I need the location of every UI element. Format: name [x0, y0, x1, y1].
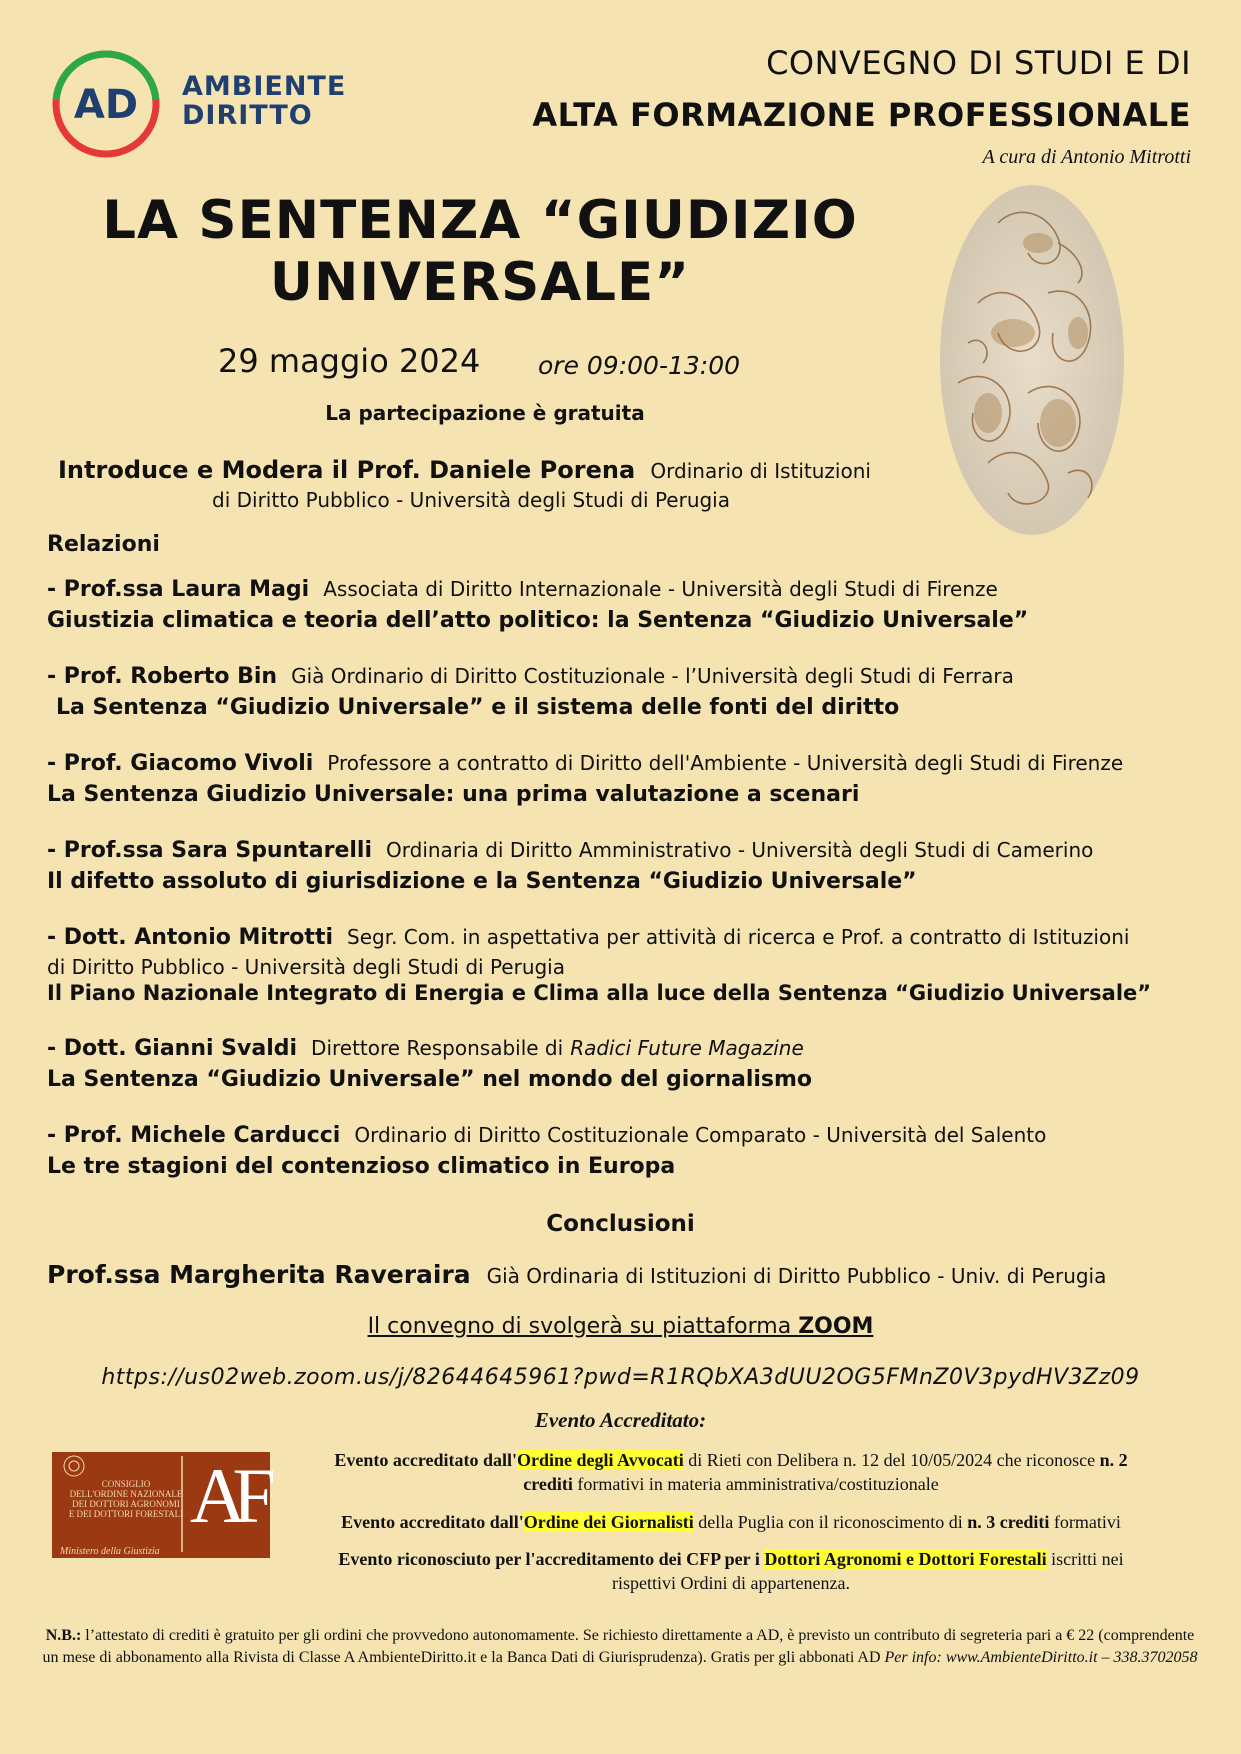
speaker-name: - Prof. Roberto Bin — [47, 664, 278, 689]
zoom-link[interactable]: https://us02web.zoom.us/j/82644645961?pwd=R1RQbXA3dUU2OG5FMnZ0V3pydHV3Zz09 — [101, 1365, 1140, 1390]
speaker-topic: Le tre stagioni del contenzioso climatico in Europa — [47, 1154, 676, 1179]
speaker-name: - Dott. Antonio Mitrotti — [47, 925, 333, 950]
free-participation: La partecipazione è gratuita — [325, 401, 645, 425]
speaker-line — [47, 664, 1014, 689]
footer-note — [40, 1625, 1200, 1669]
speaker-name: - Dott. Gianni Svaldi — [47, 1036, 298, 1061]
speaker-name: - Prof.ssa Sara Spuntarelli — [47, 838, 373, 863]
speaker-topic: Il Piano Nazionale Integrato di Energia e Clima alla luce della Sentenza “Giudizio Universale” — [47, 981, 1152, 1005]
accr-detail: di Rieti con Delibera n. 12 del 10/05/2024 che riconosce — [683, 1450, 1100, 1470]
speaker-role-cont — [47, 955, 565, 980]
conclusioni-line — [47, 1260, 1106, 1289]
speaker-name: - Prof. Giacomo Vivoli — [47, 751, 314, 776]
event-date: 29 maggio 2024 — [218, 342, 481, 380]
logo-initials: AD — [73, 82, 139, 128]
speaker-line — [47, 577, 998, 602]
event-time: ore 09:00-13:00 — [538, 351, 741, 380]
accr-post: formativi in materia amministrativa/costituzionale — [572, 1474, 939, 1494]
speaker-role: Già Ordinario di Diritto Costituzionale - l’Università degli Studi di Ferrara — [291, 664, 1014, 688]
dottori-agronomi: Dottori Agronomi e Dottori Forestali — [764, 1549, 1047, 1569]
speaker-role: Professore a contratto di Diritto dell'Ambiente - Università degli Studi di Firenze — [327, 751, 1124, 775]
accr-detail: della Puglia con il riconoscimento di — [693, 1512, 968, 1532]
ordine-avvocati: Ordine degli Avvocati — [517, 1450, 684, 1470]
speaker-role: Ordinaria di Diritto Amministrativo - Università degli Studi di Camerino — [386, 838, 1094, 862]
note-text: l’attestato di crediti è gratuito per gli ordini che provvedono autonomamente. Se richiesto direttamente a AD, è previsto un contributo di segreteria pari a € 22 (comprendente un mese di abbonamento alla Rivista di Classe A AmbienteDiritto.it e la Banca Dati di Giurisprudenza). Gratis per gli abbonati AD — [42, 1627, 1195, 1666]
accr-prefix: Evento accreditato dall' — [334, 1450, 518, 1470]
speaker-line — [47, 925, 1129, 950]
badge-line1: CONSIGLIO — [101, 1479, 151, 1489]
header-line1: CONVEGNO DI STUDI E DI — [766, 44, 1191, 82]
speaker-line — [47, 1036, 804, 1061]
note-label: N.B.: — [45, 1627, 82, 1644]
event-title-line1: LA SENTENZA “GIUDIZIO — [102, 190, 858, 251]
accreditation-giornalisti — [266, 1510, 1196, 1534]
magazine-name: Radici Future Magazine — [570, 1036, 804, 1060]
speaker-line — [47, 838, 1093, 863]
accr-post: iscritti nei — [1046, 1549, 1124, 1569]
speaker-line — [47, 1123, 1046, 1148]
header-line2: ALTA FORMAZIONE PROFESSIONALE — [532, 96, 1191, 134]
speaker-line — [47, 751, 1123, 776]
speaker-topic: La Sentenza Giudizio Universale: una prima valutazione a scenari — [47, 782, 860, 807]
conclusioni-name: Prof.ssa Margherita Raveraira — [47, 1260, 471, 1289]
accr-credits-word: crediti — [523, 1474, 573, 1494]
speaker-role: Associata di Diritto Internazionale - Università degli Studi di Firenze — [323, 577, 998, 601]
speaker-topic: Il difetto assoluto di giurisdizione e la Sentenza “Giudizio Universale” — [47, 869, 917, 894]
badge-mark: AF — [190, 1452, 262, 1539]
speaker-role: Segr. Com. in aspettativa per attività di ricerca e Prof. a contratto di Istituzioni — [347, 925, 1130, 949]
speaker-role: di Diritto Pubblico - Università degli Studi di Perugia — [47, 955, 565, 979]
moderator-role: Ordinario di Istituzioni — [650, 459, 871, 483]
platform-zoom: ZOOM — [798, 1314, 874, 1339]
badge-footer: Ministero della Giustizia — [60, 1546, 160, 1557]
curator: A cura di Antonio Mitrotti — [982, 146, 1191, 168]
badge-line3: DEI DOTTORI AGRONOMI — [72, 1499, 180, 1509]
speaker-name: - Prof.ssa Laura Magi — [47, 577, 310, 602]
speaker-name: - Prof. Michele Carducci — [47, 1123, 341, 1148]
agronomi-badge — [52, 1452, 270, 1558]
speaker-role: Ordinario di Diritto Costituzionale Comparato - Università del Salento — [354, 1123, 1047, 1147]
accr-post: formativi — [1049, 1512, 1121, 1532]
accreditation-heading: Evento Accreditato: — [534, 1408, 707, 1432]
badge-text — [66, 1479, 186, 1519]
logo-line2: DIRITTO — [182, 100, 313, 131]
relazioni-heading: Relazioni — [47, 532, 160, 557]
moderator-name: Introduce e Modera il Prof. Daniele Porena — [58, 456, 636, 484]
accreditation-agronomi — [266, 1547, 1196, 1595]
badge-line4: E DEI DOTTORI FORESTALI — [68, 1509, 184, 1519]
platform-line — [0, 1314, 1241, 1339]
accr-credits: n. 2 — [1099, 1450, 1128, 1470]
logo-wordmark — [182, 72, 346, 130]
speaker-topic: La Sentenza “Giudizio Universale” e il sistema delle fonti del diritto — [56, 695, 900, 720]
event-title-line2: UNIVERSALE” — [269, 252, 691, 313]
moderator-role-cont: di Diritto Pubblico - Università degli Studi di Perugia — [212, 488, 730, 512]
accr-prefix: Evento riconosciuto per l'accreditamento dei CFP per i — [338, 1549, 765, 1569]
speaker-topic: Giustizia climatica e teoria dell’atto politico: la Sentenza “Giudizio Universale” — [47, 608, 1029, 633]
oval-drawing-image — [938, 183, 1126, 538]
ordine-giornalisti: Ordine dei Giornalisti — [523, 1512, 694, 1532]
badge-line2: DELL'ORDINE NAZIONALE — [69, 1489, 183, 1499]
speaker-topic: La Sentenza “Giudizio Universale” nel mondo del giornalismo — [47, 1067, 813, 1092]
speaker-role: Direttore Responsabile di — [311, 1036, 564, 1060]
conclusioni-heading: Conclusioni — [546, 1211, 695, 1237]
logo-line1: AMBIENTE — [182, 71, 347, 102]
accr-line2: rispettivi Ordini di appartenenza. — [612, 1573, 850, 1593]
accreditation-avvocati — [266, 1448, 1196, 1496]
conclusioni-role: Già Ordinaria di Istituzioni di Diritto Pubblico - Univ. di Perugia — [486, 1264, 1107, 1288]
note-info: Per info: www.AmbienteDiritto.it – 338.3702058 — [884, 1649, 1198, 1666]
accr-prefix: Evento accreditato dall' — [341, 1512, 524, 1532]
accr-credits: n. 3 crediti — [967, 1512, 1050, 1532]
moderator-line — [58, 456, 871, 484]
platform-text: Il convegno di svolgerà su piattaforma — [367, 1314, 799, 1339]
event-title — [80, 190, 880, 314]
